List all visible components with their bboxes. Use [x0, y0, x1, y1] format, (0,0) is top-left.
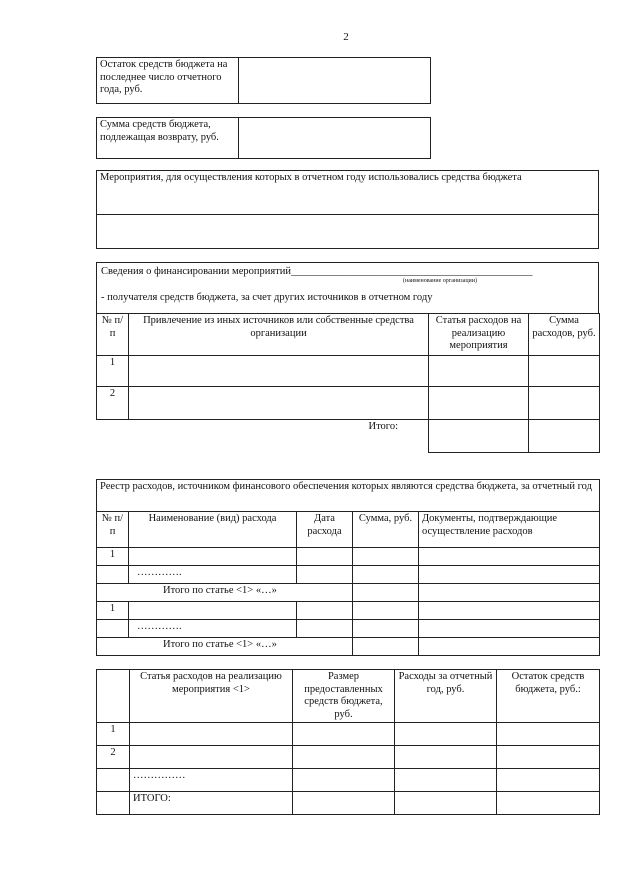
- summary-col-provided: Размер предоставленных средств бюджета, руб.: [293, 670, 395, 723]
- summary-row-3-num: [97, 769, 130, 792]
- registry-col-name: Наименование (вид) расхода: [129, 512, 297, 548]
- financing-col-article: Статья расходов на реализацию мероприятия: [429, 314, 529, 356]
- summary-row-3-article: ……………: [130, 769, 293, 792]
- financing-total-sum[interactable]: [529, 420, 600, 453]
- registry-row-2-sum[interactable]: [353, 566, 419, 584]
- summary-col-balance: Остаток средств бюджета, руб.:: [497, 670, 600, 723]
- financing-row-1-num: 1: [97, 356, 129, 387]
- registry-subtotal-2: Итого по статье <1> «…»: [97, 638, 353, 656]
- summary-row-2-article[interactable]: [130, 746, 293, 769]
- refund-label: Сумма средств бюджета, подлежащая возврату, руб.: [97, 118, 239, 159]
- financing-row-1-sum[interactable]: [529, 356, 600, 387]
- summary-total-num: [97, 792, 130, 815]
- summary-row-3-balance[interactable]: [497, 769, 600, 792]
- balance-table: [96, 57, 431, 104]
- summary-row-1-expenses[interactable]: [395, 723, 497, 746]
- registry-row-1-sum[interactable]: [353, 548, 419, 566]
- registry-col-docs: Документы, подтверждающие осуществление расходов: [419, 512, 600, 548]
- summary-row-3-expenses[interactable]: [395, 769, 497, 792]
- financing-row-1-source[interactable]: [129, 356, 429, 387]
- financing-line1: Сведения о финансировании мероприятий______________________________________________: [101, 266, 533, 277]
- registry-row-4-date[interactable]: [297, 620, 353, 638]
- financing-row-2-num: 2: [97, 387, 129, 420]
- registry-subtotal-1-sum[interactable]: [353, 584, 419, 602]
- summary-row-1-provided[interactable]: [293, 723, 395, 746]
- summary-total-label: ИТОГО:: [130, 792, 293, 815]
- financing-header-box: [96, 262, 599, 314]
- financing-total-empty: [97, 420, 129, 453]
- financing-col-num: № п/п: [97, 314, 129, 356]
- balance-value[interactable]: [239, 58, 431, 104]
- summary-total-balance[interactable]: [497, 792, 600, 815]
- registry-col-num: № п/п: [97, 512, 129, 548]
- financing-table: [96, 313, 600, 453]
- registry-row-3-date[interactable]: [297, 602, 353, 620]
- activities-label: Мероприятия, для осуществления которых в отчетном году использовались средства бюджета: [97, 171, 599, 215]
- registry-table: [96, 479, 600, 656]
- registry-col-date: Дата расхода: [297, 512, 353, 548]
- registry-row-2-name: ………….: [129, 566, 297, 584]
- registry-row-2-docs[interactable]: [419, 566, 600, 584]
- registry-col-sum: Сумма, руб.: [353, 512, 419, 548]
- activities-value[interactable]: [97, 215, 599, 249]
- registry-row-4-sum[interactable]: [353, 620, 419, 638]
- summary-table: [96, 669, 600, 815]
- summary-row-2-num: 2: [97, 746, 130, 769]
- registry-row-1-docs[interactable]: [419, 548, 600, 566]
- summary-row-1-article[interactable]: [130, 723, 293, 746]
- registry-row-2-num: [97, 566, 129, 584]
- registry-subtotal-1: Итого по статье <1> «…»: [97, 584, 353, 602]
- summary-total-expenses[interactable]: [395, 792, 497, 815]
- financing-row-2-source[interactable]: [129, 387, 429, 420]
- summary-col-num: [97, 670, 130, 723]
- registry-row-4-num: [97, 620, 129, 638]
- balance-label: Остаток средств бюджета на последнее число отчетного года, руб.: [97, 58, 239, 104]
- registry-row-1-num: 1: [97, 548, 129, 566]
- registry-row-3-num: 1: [97, 602, 129, 620]
- registry-row-3-sum[interactable]: [353, 602, 419, 620]
- registry-subtotal-2-sum[interactable]: [353, 638, 419, 656]
- financing-total-article[interactable]: [429, 420, 529, 453]
- financing-line2: - получателя средств бюджета, за счет других источников в отчетном году: [101, 292, 433, 303]
- refund-table: [96, 117, 431, 159]
- summary-row-1-num: 1: [97, 723, 130, 746]
- summary-row-3-provided[interactable]: [293, 769, 395, 792]
- financing-row-2-sum[interactable]: [529, 387, 600, 420]
- financing-total-label: Итого:: [368, 421, 398, 432]
- financing-col-source: Привлечение из иных источников или собственные средства организации: [129, 314, 429, 356]
- registry-row-4-docs[interactable]: [419, 620, 600, 638]
- registry-subtotal-1-docs[interactable]: [419, 584, 600, 602]
- registry-row-3-name[interactable]: [129, 602, 297, 620]
- activities-table: [96, 170, 599, 249]
- financing-row-1-article[interactable]: [429, 356, 529, 387]
- registry-row-3-docs[interactable]: [419, 602, 600, 620]
- refund-value[interactable]: [239, 118, 431, 159]
- financing-org-hint: (наименование организации): [403, 278, 477, 284]
- summary-row-2-balance[interactable]: [497, 746, 600, 769]
- summary-row-1-balance[interactable]: [497, 723, 600, 746]
- registry-row-4-name: ………….: [129, 620, 297, 638]
- registry-subtotal-2-docs[interactable]: [419, 638, 600, 656]
- summary-total-provided[interactable]: [293, 792, 395, 815]
- summary-col-article: Статья расходов на реализацию мероприятия <1>: [130, 670, 293, 723]
- summary-col-expenses: Расходы за отчетный год, руб.: [395, 670, 497, 723]
- page-number: 2: [343, 31, 349, 43]
- summary-row-2-provided[interactable]: [293, 746, 395, 769]
- registry-row-1-date[interactable]: [297, 548, 353, 566]
- registry-row-2-date[interactable]: [297, 566, 353, 584]
- registry-row-1-name[interactable]: [129, 548, 297, 566]
- registry-title: Реестр расходов, источником финансового обеспечения которых являются средства бюджета, за отчетный год: [97, 480, 600, 512]
- financing-col-sum: Сумма расходов, руб.: [529, 314, 600, 356]
- summary-row-2-expenses[interactable]: [395, 746, 497, 769]
- financing-row-2-article[interactable]: [429, 387, 529, 420]
